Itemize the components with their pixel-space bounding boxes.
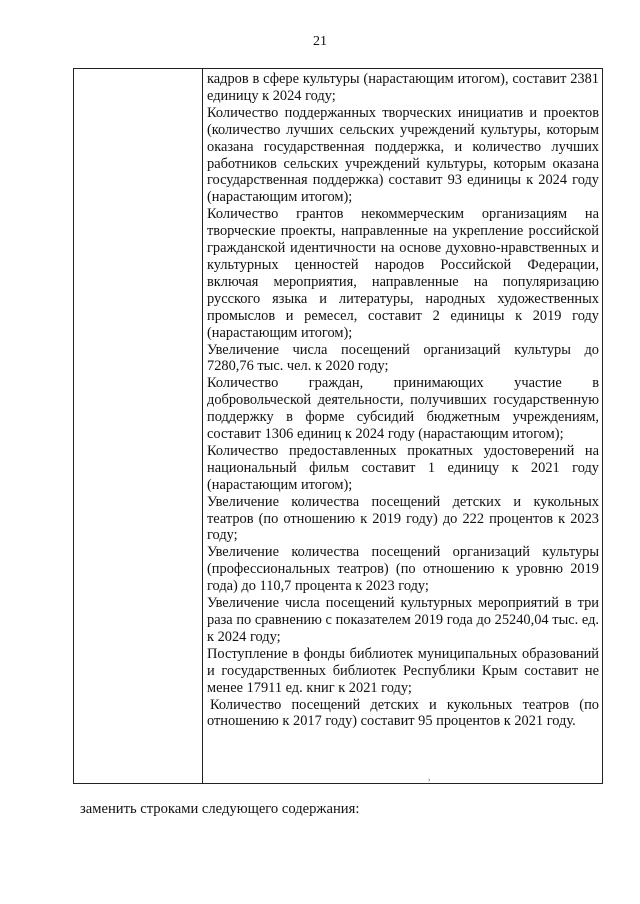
indicator-paragraph: Увеличение числа посещений культурных мероприятий в три раза по сравнению с показателем 2019 года до 25240,04 тыс. ед. к 2024 году; bbox=[207, 595, 599, 645]
indicator-paragraph: Количество граждан, принимающих участие в добровольческой деятельности, получивших государственную поддержку в форме субсидий бюджетным учреждениям, составит 1306 единиц к 2024 году (нарастающим итогом); bbox=[207, 375, 599, 443]
indicator-paragraph: Количество грантов некоммерческим организациям на творческие проекты, направленные на укрепление российской гражданской идентичности на основе духовно-нравственных и культурных ценностей народов Российской Федерации, включая мероприятия, направленные на популяризацию русского языка и литературы, народных художественных промыслов и ремесел, составит 2 единицы к 2019 году (нарастающим итогом); bbox=[207, 206, 599, 341]
table-left-cell bbox=[74, 69, 203, 783]
indicator-paragraph: кадров в сфере культуры (нарастающим итогом), составит 2381 единицу к 2024 году; bbox=[207, 71, 599, 104]
page-number: 21 bbox=[313, 34, 327, 49]
table-right-cell bbox=[203, 69, 602, 730]
indicator-paragraph: Увеличение количества посещений организаций культуры (профессиональных театров) (по отношению к уровню 2019 года) до 110,7 процента к 2023 году; bbox=[207, 544, 599, 595]
indicator-paragraph: Количество поддержанных творческих инициатив и проектов (количество лучших сельских учреждений культуры, которым оказана государственная поддержка, и количество лучших работников сельских учреждений культуры, которым оказана государственная поддержка) составит 93 единицы к 2024 году (нарастающим итогом); bbox=[207, 104, 599, 206]
indicator-paragraph: Увеличение числа посещений организаций культуры до 7280,76 тыс. чел. к 2020 году; bbox=[207, 341, 599, 375]
indicator-paragraph: Увеличение количества посещений детских и кукольных театров (по отношению к 2019 году) до 222 процентов к 2023 году; bbox=[207, 493, 599, 544]
indicator-paragraph: Количество предоставленных прокатных удостоверений на национальный фильм составит 1 единицу к 2021 году (нарастающим итогом); bbox=[207, 442, 599, 493]
replacement-instruction: заменить строками следующего содержания: bbox=[80, 801, 360, 817]
indicator-paragraph: Поступление в фонды библиотек муниципальных образований и государственных библиотек Республики Крым составит не менее 17911 ед. книг к 2021 году; bbox=[207, 645, 599, 696]
amendment-table bbox=[73, 68, 603, 784]
scan-mark: , bbox=[428, 772, 431, 782]
indicator-paragraph: Количество посещений детских и кукольных театров (по отношению к 2017 году) составит 95 процентов к 2021 году. bbox=[207, 696, 599, 730]
